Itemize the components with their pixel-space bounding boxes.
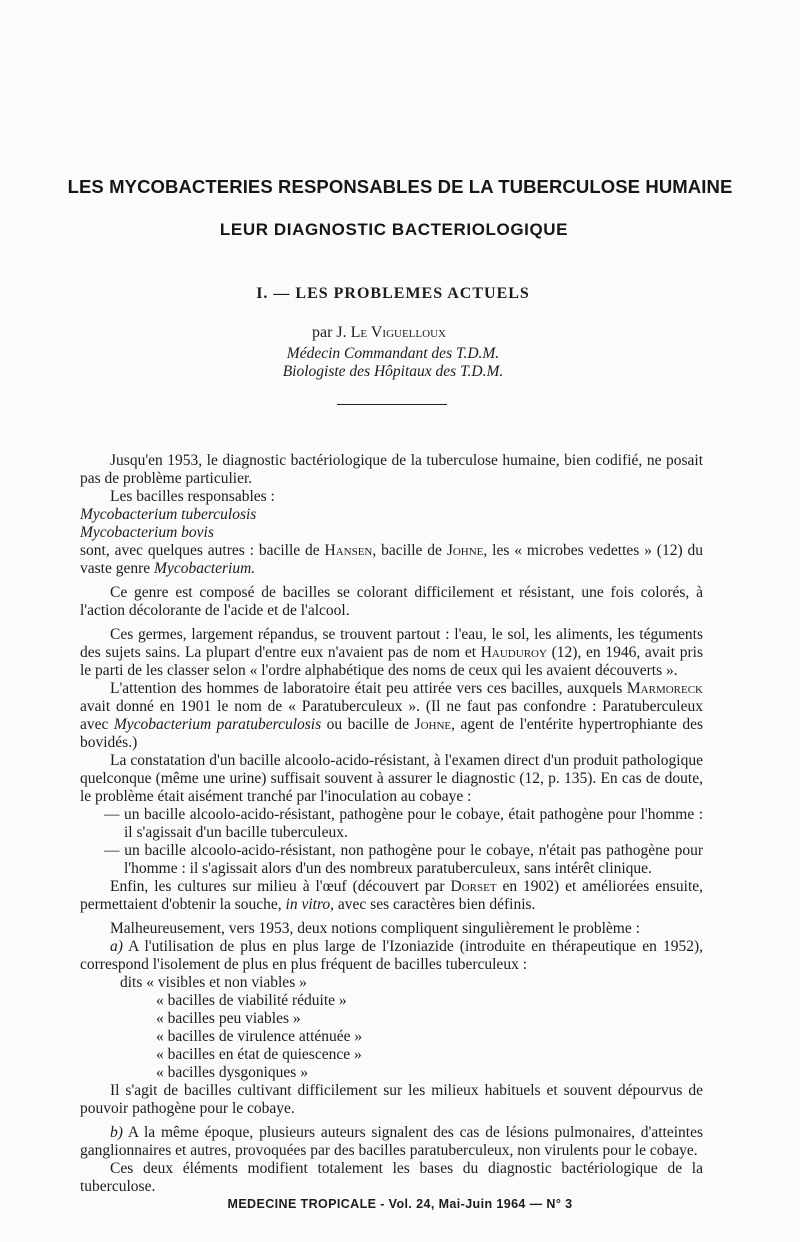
author-affiliation-1: Médecin Commandant des T.D.M. bbox=[286, 345, 500, 362]
list-item: « bacilles en état de quiescence » bbox=[156, 1046, 362, 1063]
paragraph-10: a) A l'utilisation de plus en plus large de l'Izoniazide (introduite en thérapeutique en 1952), correspond l'isolement de plus en plus fréquent de bacilles tuberculeux : bbox=[80, 938, 703, 973]
paragraph-11: Il s'agit de bacilles cultivant difficilement sur les milieux habituels et souvent dépourvus de pouvoir pathogène pour le cobaye. bbox=[80, 1082, 703, 1117]
section-heading: I. — LES PROBLEMES ACTUELS bbox=[256, 285, 530, 302]
paragraph-8: Enfin, les cultures sur milieu à l'œuf (découvert par Dorset en 1902) et améliorées ensuite, permettaient d'obtenir la souche, in vitro, avec ses caractères bien définis. bbox=[80, 878, 703, 913]
name-marmoreck: Marmoreck bbox=[626, 680, 703, 697]
journal-footer: MEDECINE TROPICALE - Vol. 24, Mai-Juin 1964 — N° 3 bbox=[227, 1197, 573, 1211]
article-title-line2: LEUR DIAGNOSTIC BACTERIOLOGIQUE bbox=[219, 220, 569, 239]
author-line bbox=[312, 324, 446, 342]
species-2: Mycobacterium bovis bbox=[80, 524, 214, 541]
article-body bbox=[80, 452, 703, 1196]
list-item: dits « visibles et non viables » bbox=[120, 974, 307, 991]
author-name: Le Viguelloux bbox=[350, 324, 446, 341]
paragraph-2: Les bacilles responsables : bbox=[110, 488, 275, 505]
list-item: « bacilles dysgoniques » bbox=[156, 1064, 308, 1081]
paragraph-5: Ces germes, largement répandus, se trouvent partout : l'eau, le sol, les aliments, les téguments des sujets sains. La plupart d'entre eux n'avaient pas de nom et Hauduroy (12), en 1946, avait pris le parti de les classer selon « l'ordre alphabétique des noms de ceux qui les avaient découverts ». bbox=[80, 626, 703, 679]
genus-name: Mycobacterium. bbox=[154, 560, 256, 577]
species-paratuberculosis: Mycobacterium paratuberculosis bbox=[113, 716, 322, 733]
bacilli-terms-list bbox=[80, 974, 703, 1082]
dash-item-2: — un bacille alcoolo-acido-résistant, non pathogène pour le cobaye, n'était pas pathogène pour l'homme : il s'agissait alors d'un des nombreux paratuberculeux, sans intérêt clinique. bbox=[104, 842, 703, 877]
dash-item-1: — un bacille alcoolo-acido-résistant, pathogène pour le cobaye, était pathogène pour l'homme : il s'agissait d'un bacille tuberculeux. bbox=[104, 806, 703, 841]
item-label-a: a) bbox=[110, 938, 123, 955]
item-label-b: b) bbox=[110, 1124, 123, 1141]
list-item: « bacilles de viabilité réduite » bbox=[156, 992, 347, 1009]
paragraph-13: Ces deux éléments modifient totalement les bases du diagnostic bactériologique de la tuberculose. bbox=[80, 1160, 703, 1195]
paragraph-9: Malheureusement, vers 1953, deux notions compliquent singulièrement le problème : bbox=[110, 920, 640, 937]
name-hauduroy: Hauduroy bbox=[480, 644, 547, 661]
paragraph-12: b) A la même époque, plusieurs auteurs signalent des cas de lésions pulmonaires, d'atteintes ganglionnaires et autres, provoquées par des bacilles paratuberculeux, non virulents pour le cobaye. bbox=[80, 1124, 703, 1159]
in-vitro: in vitro, bbox=[285, 896, 335, 913]
author-prefix: par J. bbox=[312, 324, 351, 341]
name-hansen: Hansen bbox=[324, 542, 373, 559]
name-johne: Johne bbox=[446, 542, 484, 559]
name-johne-2: Johne bbox=[414, 716, 452, 733]
author-affiliation-2: Biologiste des Hôpitaux des T.D.M. bbox=[282, 363, 504, 380]
paragraph-3: sont, avec quelques autres : bacille de Hansen, bacille de Johne, les « microbes vedettes » (12) du vaste genre Mycobacterium. bbox=[80, 542, 703, 577]
list-item: « bacilles peu viables » bbox=[156, 1010, 301, 1027]
paragraph-6: L'attention des hommes de laboratoire était peu attirée vers ces bacilles, auxquels Marmoreck avait donné en 1901 le nom de « Paratuberculeux ». (Il ne faut pas confondre : Paratuberculeux avec Mycobacterium paratuberculosis ou bacille de Johne, agent de l'entérite hypertrophiante des bovidés.) bbox=[80, 680, 704, 751]
article-title-line1: LES MYCOBACTERIES RESPONSABLES DE LA TUBERCULOSE HUMAINE bbox=[67, 176, 733, 197]
paragraph-1: Jusqu'en 1953, le diagnostic bactériologique de la tuberculose humaine, bien codifié, ne posait pas de problème particulier. bbox=[80, 452, 703, 487]
name-dorset: Dorset bbox=[450, 878, 497, 895]
species-1: Mycobacterium tuberculosis bbox=[80, 506, 257, 523]
list-item: « bacilles de virulence atténuée » bbox=[156, 1028, 363, 1045]
paragraph-7: La constatation d'un bacille alcoolo-acido-résistant, à l'examen direct d'un produit pathologique quelconque (même une urine) suffisait souvent à assurer le diagnostic (12, p. 135). En cas de doute, le problème était aisément tranché par l'inoculation au cobaye : bbox=[80, 752, 703, 805]
paragraph-4: Ce genre est composé de bacilles se colorant difficilement et résistant, une fois colorés, à l'action décolorante de l'acide et de l'alcool. bbox=[80, 584, 703, 619]
title-divider bbox=[337, 404, 447, 405]
